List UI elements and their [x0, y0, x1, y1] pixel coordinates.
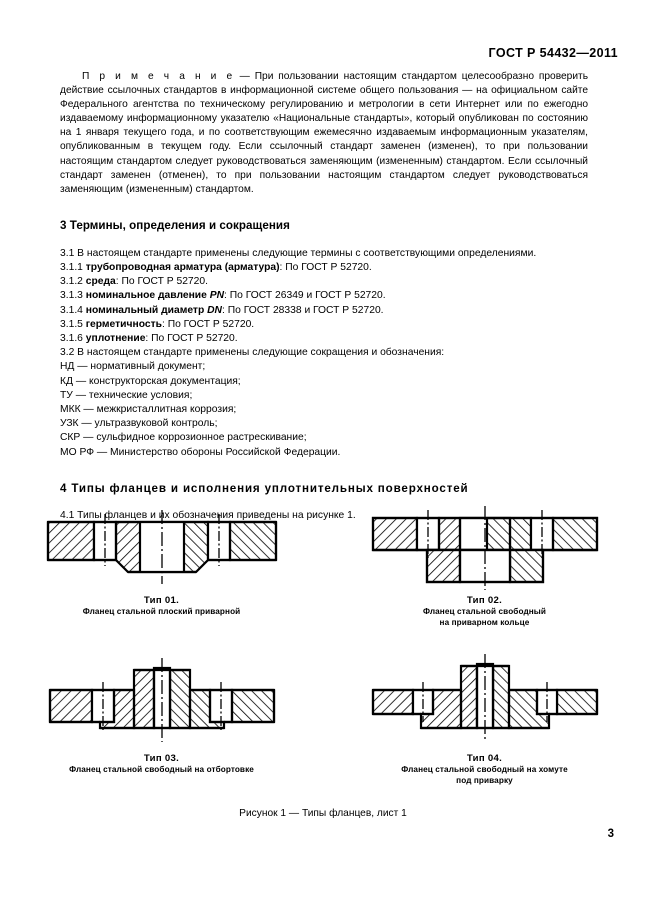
section-4-1-paragraph: 4.1 Типы фланцев и их обозначения приведены на рисунке 1.	[60, 509, 356, 521]
figure-row-bottom	[0, 650, 646, 786]
term-item-3-1-4	[60, 304, 588, 318]
figure-tip-03-subtitle-line1: Фланец стальной свободный на отбортовке	[69, 765, 254, 774]
figures-container	[0, 500, 646, 786]
figure-tip-03	[0, 650, 323, 786]
figure-tip-01	[0, 500, 323, 628]
term-number: 3.1.1	[60, 262, 86, 274]
figure-tip-03-subtitle	[69, 764, 254, 775]
page-number: 3	[607, 828, 614, 840]
term-reference: : По ГОСТ 26349 и ГОСТ Р 52720.	[224, 290, 386, 302]
figure-tip-04-subtitle-line2: под приварку	[456, 776, 513, 785]
abbreviation-nd: НД — нормативный документ;	[60, 361, 206, 373]
term-number: 3.1.6	[60, 333, 86, 345]
document-body	[60, 70, 588, 523]
figure-tip-04-subtitle-line1: Фланец стальной свободный на хомуте	[401, 765, 568, 774]
figure-row-top	[0, 500, 646, 628]
term-name: номинальный диаметр	[85, 304, 208, 316]
figure-tip-04-subtitle	[401, 764, 568, 786]
term-symbol: DN	[207, 304, 222, 316]
term-name: номинальное давление	[85, 290, 210, 302]
figure-tip-01-title: Тип 01.	[143, 595, 180, 606]
term-name: уплотнение	[85, 333, 146, 345]
term-number: 3.1.3	[60, 290, 86, 302]
section-3-intro: 3.1 В настоящем стандарте применены следующие термины с соответствующими определениями.	[60, 247, 537, 259]
term-item-3-1-6	[60, 332, 588, 346]
figure-tip-01-subtitle-line1: Фланец стальной плоский приварной	[82, 607, 241, 616]
section-3-heading: 3 Термины, определения и сокращения	[60, 218, 290, 232]
term-number: 3.1.4	[60, 304, 86, 316]
figure-1-caption: Рисунок 1 — Типы фланцев, лист 1	[239, 808, 407, 819]
term-number: 3.1.2	[60, 276, 86, 288]
figure-tip-02-subtitle-line2: на приварном кольце	[439, 618, 530, 627]
term-symbol: PN	[209, 290, 225, 302]
abbreviation-tu: ТУ — технические условия;	[60, 389, 193, 401]
section-3-2-intro: 3.2 В настоящем стандарте применены следующие сокращения и обозначения:	[60, 347, 445, 359]
abbreviation-mo-rf: МО РФ — Министерство обороны Российской Федерации.	[60, 446, 341, 458]
term-name: среда	[85, 276, 116, 288]
term-reference: : По ГОСТ Р 52720.	[145, 333, 238, 345]
term-item-3-1-1	[60, 261, 588, 275]
term-reference: : По ГОСТ Р 52720.	[161, 318, 255, 330]
note-dash: —	[234, 71, 255, 82]
term-reference: : По ГОСТ Р 52720.	[279, 262, 372, 274]
abbreviation-uzk: УЗК — ультразвуковой контроль;	[60, 418, 218, 430]
section-3-body	[60, 247, 588, 460]
term-reference: : По ГОСТ 28338 и ГОСТ Р 52720.	[221, 304, 384, 316]
flange-type-04-drawing	[365, 650, 605, 750]
figure-tip-01-subtitle	[83, 606, 241, 617]
figure-tip-02-subtitle-line1: Фланец стальной свободный	[422, 607, 547, 616]
term-reference: : По ГОСТ Р 52720.	[115, 276, 208, 288]
flange-type-02-drawing	[365, 500, 605, 592]
section-4-heading: 4 Типы фланцев и исполнения уплотнительных поверхностей	[60, 481, 469, 495]
abbreviation-kd: КД — конструкторская документация;	[60, 375, 241, 387]
flange-type-03-drawing	[42, 650, 282, 750]
term-item-3-1-2	[60, 275, 588, 289]
abbreviation-skr: СКР — сульфидное коррозионное растрескивание;	[60, 432, 307, 444]
abbreviation-mkk: МКК — межкристаллитная коррозия;	[60, 404, 237, 416]
term-item-3-1-3	[60, 289, 588, 303]
note-paragraph	[60, 70, 588, 197]
note-label: П р и м е ч а н и е	[82, 71, 235, 82]
flange-type-01-drawing	[42, 500, 282, 592]
figure-tip-02-subtitle	[423, 606, 546, 628]
figure-tip-02-title: Тип 02.	[466, 595, 503, 606]
figure-tip-04	[323, 650, 646, 786]
figure-tip-02	[323, 500, 646, 628]
document-standard-header: ГОСТ Р 54432—2011	[488, 46, 618, 60]
term-number: 3.1.5	[60, 318, 86, 330]
term-item-3-1-5	[60, 318, 588, 332]
term-name: трубопроводная арматура (арматура)	[85, 262, 280, 274]
note-text: При пользовании настоящим стандартом целесообразно проверить действие ссылочных стандартов в информационной системе общего пользования — на официальном сайте Федерального агентства по техническому регулированию и метрологии в сети Интернет или по ежегодно издаваемому информационному указателю «Национальные стандарты», который опубликован по состоянию на 1 января текущего года, и по соответствующим ежемесячно издаваемым информационным указателям, опубликованным в текущем году. Если ссылочный стандарт заменен (изменен), то при пользовании настоящим стандартом следует руководствоваться заменяющим (измененным) стандартом. Если ссылочный стандарт заменен (отменен), то при пользовании настоящим стандартом следует руководствоваться заменяющим (измененным) стандартом.	[60, 71, 589, 195]
term-name: герметичность	[85, 318, 162, 330]
figure-tip-03-title: Тип 03.	[143, 753, 180, 764]
figure-tip-04-title: Тип 04.	[466, 753, 503, 764]
